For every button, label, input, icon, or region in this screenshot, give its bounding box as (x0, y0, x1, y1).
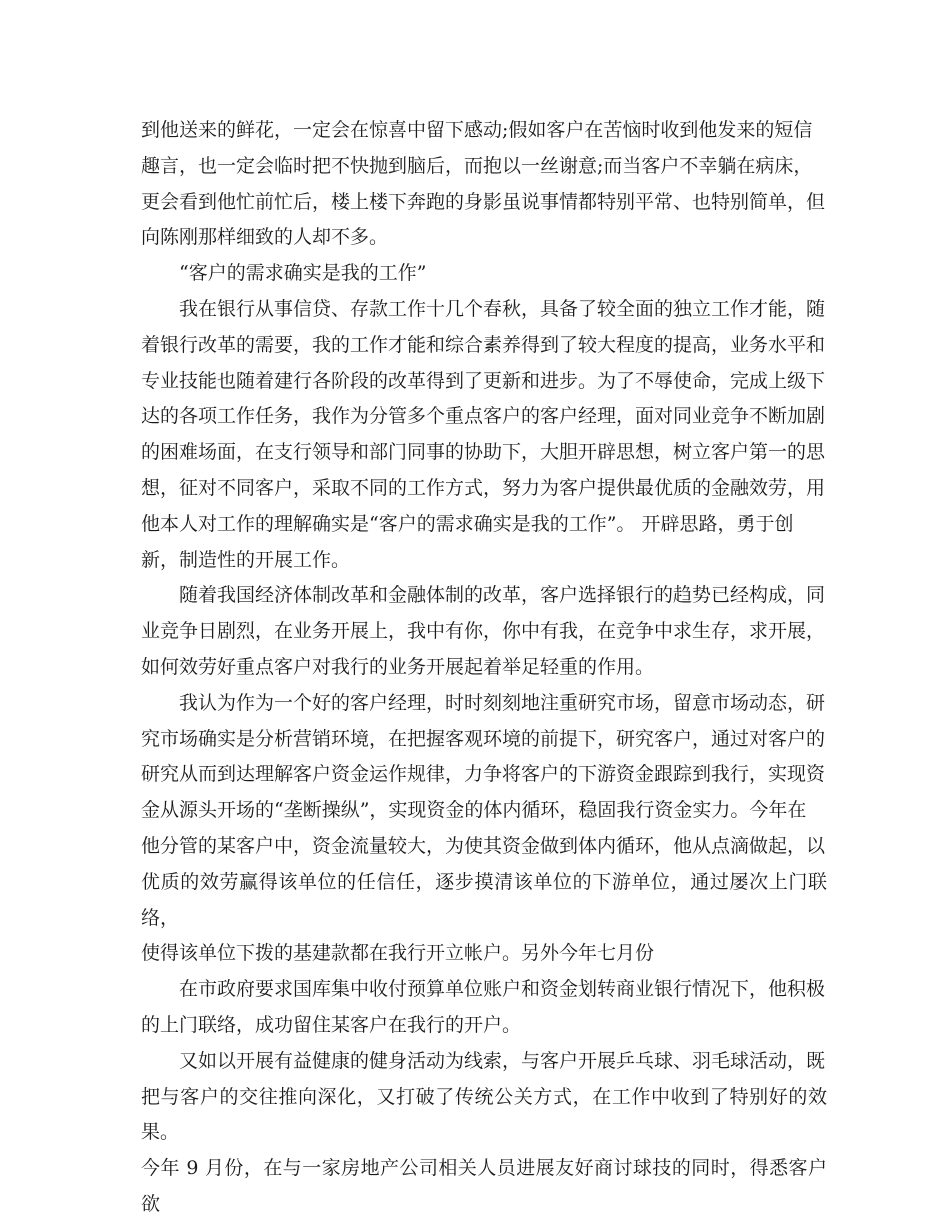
paragraph-market-research: 我认为作为一个好的客户经理，时时刻刻地注重研究市场，留意市场动态，研 究市场确实是分析营销环境，在把握客观环境的前提下，研究客户，通过对客户的 研究从而到达理解客户资金运作规律，力争将客户的下游资金跟踪到我行，实现资 金从源头开场的“垄断操纵”，实现资金的体内循环，稳固我行资金实力。今年在 他分管的某客户中，资金流量较大，为使其资金做到体内循环，他从点滴做起，以 优质的效劳赢得该单位的任信任，逐步摸清该单位的下游单位，通过屡次上门联络， 使得该单位下拨的基建款都在我行开立帐户。另外今年七月份 (141, 691, 827, 965)
paragraph-work-experience: 我在银行从事信贷、存款工作十几个春秋，具备了较全面的独立工作才能，随 着银行改革的需要，我的工作才能和综合素养得到了较大程度的提高，业务水平和 专业技能也随着建行各阶段的改革得到了更新和进步。为了不辱使命，完成上级下 达的各项工作任务，我作为分管多个重点客户的客户经理，面对同业竞争不断加剧 的困难场面，在支行领导和部门同事的协助下，大胆开辟思想，树立客户第一的思 想，征对不同客户，采取不同的工作方式，努力为客户提供最优质的金融效劳，用 他本人对工作的理解确实是“客户的需求确实是我的工作”。 开辟思路，勇于创 新，制造性的开展工作。 (141, 297, 826, 571)
paragraph-sports-activities: 又如以开展有益健康的健身活动为线索，与客户开展乒乓球、羽毛球活动，既 把与客户的交往推向深化，又打破了传统公关方式，在工作中收到了特别好的效果。 今年 9 月份，在与一家房地产公司相关人员进展友好商讨球技的同时，得悉客户欲 (141, 1049, 827, 1215)
paragraph-treasury: 在市政府要求国库集中收付预算单位账户和资金划转商业银行情况下，他积极 的上门联络，成功留住某客户在我行的开户。 (141, 978, 826, 1036)
paragraph-continuation: 到他送来的鲜花，一定会在惊喜中留下感动;假如客户在苦恼时收到他发来的短信 趣言，也一定会临时把不快抛到脑后，而抱以一丝谢意;而当客户不幸躺在病床， 更会看到他忙前忙后，楼上楼下奔跑的身影虽说事情都特别平常、也特别简单，但 向陈刚那样细致的人却不多。 (141, 119, 826, 249)
section-heading-quote: “客户的需求确实是我的工作” (179, 262, 427, 285)
paragraph-reform: 随着我国经济体制改革和金融体制的改革，客户选择银行的趋势已经构成，同 业竞争日剧烈，在业务开展上，我中有你，你中有我，在竞争中求生存，求开展， 如何效劳好重点客户对我行的业务开展起着举足轻重的作用。 (141, 584, 826, 678)
document-body (141, 113, 827, 1223)
